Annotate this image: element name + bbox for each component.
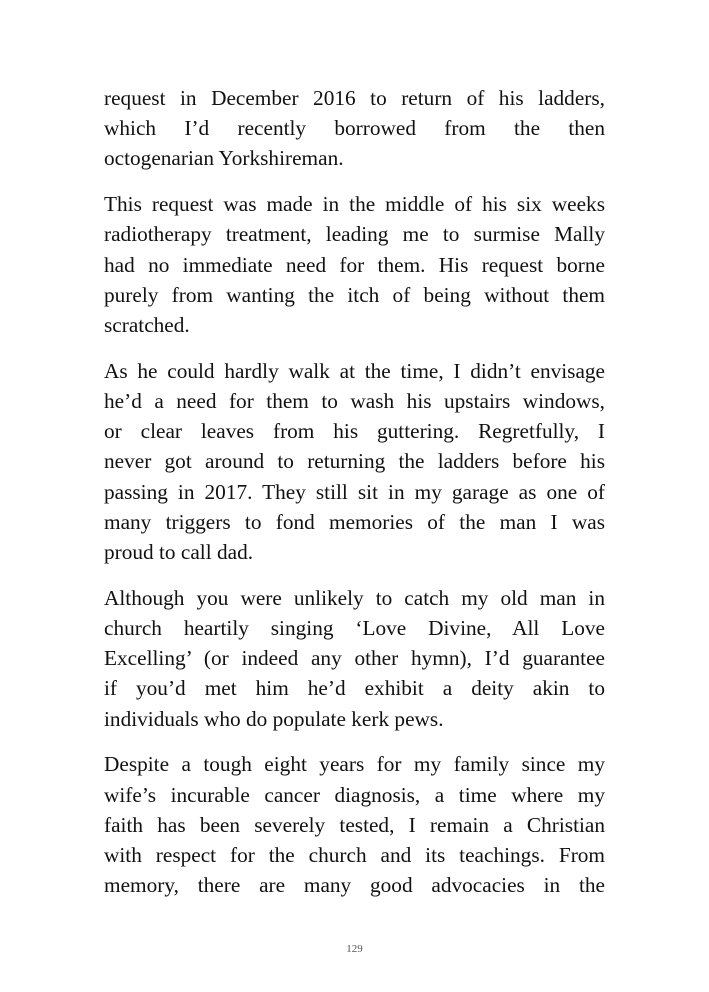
text-line: memory, there are many good advocacies in the bbox=[104, 873, 605, 898]
text-line: many triggers to fond memories of the man I was bbox=[104, 509, 605, 534]
text-line: Excelling’ (or indeed any other hymn), I’d guarantee bbox=[104, 646, 605, 671]
paragraph-4 bbox=[104, 583, 605, 734]
page-number: 129 bbox=[346, 943, 363, 955]
text-line: with respect for the church and its teachings. From bbox=[104, 843, 605, 868]
body-text bbox=[104, 83, 605, 916]
text-line: scratched. bbox=[104, 313, 190, 338]
text-line: proud to call dad. bbox=[104, 540, 254, 565]
text-line: purely from wanting the itch of being without them bbox=[104, 282, 605, 307]
text-line: This request was made in the middle of his six weeks bbox=[104, 192, 605, 217]
text-line: wife’s incurable cancer diagnosis, a time where my bbox=[104, 782, 605, 807]
text-line: request in December 2016 to return of his ladders, bbox=[104, 86, 605, 110]
text-line: Although you were unlikely to catch my old man in bbox=[104, 585, 605, 610]
text-line: which I’d recently borrowed from the then bbox=[104, 116, 605, 141]
paragraph-5 bbox=[104, 749, 605, 900]
text-line: he’d a need for them to wash his upstairs windows, bbox=[104, 389, 605, 414]
text-line: faith has been severely tested, I remain a Christian bbox=[104, 812, 605, 837]
text-line: had no immediate need for them. His request borne bbox=[104, 252, 605, 277]
text-line: church heartily singing ‘Love Divine, All Love bbox=[104, 616, 605, 641]
text-line: passing in 2017. They still sit in my garage as one of bbox=[104, 479, 605, 504]
text-line: octogenarian Yorkshireman. bbox=[104, 146, 344, 171]
text-line: never got around to returning the ladders before his bbox=[104, 449, 605, 474]
paragraph-3 bbox=[104, 356, 605, 567]
text-line: or clear leaves from his guttering. Regretfully, I bbox=[104, 419, 605, 444]
text-line: Despite a tough eight years for my family since my bbox=[104, 752, 605, 777]
text-line: radiotherapy treatment, leading me to surmise Mally bbox=[104, 222, 605, 247]
text-line: As he could hardly walk at the time, I didn’t envisage bbox=[104, 358, 605, 383]
paragraph-2 bbox=[104, 189, 605, 340]
text-line: if you’d met him he’d exhibit a deity akin to bbox=[104, 676, 605, 701]
text-line: individuals who do populate kerk pews. bbox=[104, 706, 444, 731]
paragraph-1 bbox=[104, 83, 605, 174]
